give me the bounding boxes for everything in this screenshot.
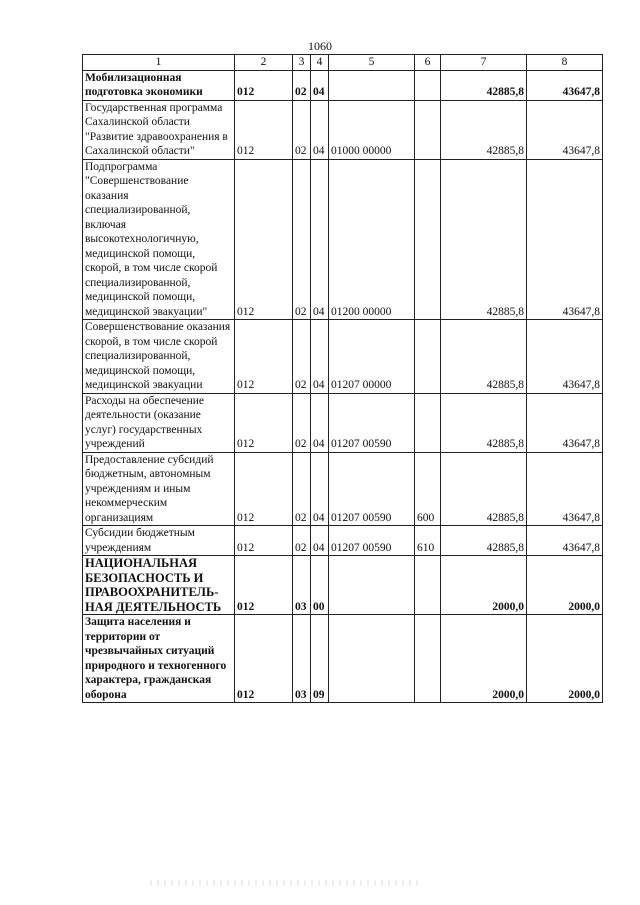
subsection-code-cell: 04 [311, 393, 329, 452]
item-name-cell: Подпрограмма "Совершенствование оказания специализированной, включая высокотехнологичную, медицинской помощи, скорой, в том числе скорой специализированной, медицинской помощи, медицинской эвакуации" [83, 159, 235, 320]
budget-table-body [83, 70, 603, 703]
amount-col-7-cell: 42885,8 [441, 70, 527, 100]
table-row [83, 70, 603, 100]
expense-type-code-cell: 600 [415, 452, 441, 526]
header-row [83, 55, 603, 71]
section-code-cell: 03 [293, 615, 311, 703]
expense-type-code-cell [415, 615, 441, 703]
table-row [83, 556, 603, 615]
section-code-cell: 02 [293, 70, 311, 100]
amount-col-8-cell: 2000,0 [527, 556, 603, 615]
header-cell-6: 6 [415, 55, 441, 71]
table-row [83, 615, 603, 703]
item-name-cell: Мобилизационная подготовка экономики [83, 70, 235, 100]
header-cell-7: 7 [441, 55, 527, 71]
section-code-cell: 02 [293, 320, 311, 394]
target-article-code-cell: 01207 00590 [329, 452, 415, 526]
subsection-code-cell: 04 [311, 526, 329, 556]
expense-type-code-cell [415, 100, 441, 159]
amount-col-7-cell: 42885,8 [441, 100, 527, 159]
target-article-code-cell: 01200 00000 [329, 159, 415, 320]
ministry-code-cell: 012 [235, 100, 293, 159]
expense-type-code-cell [415, 556, 441, 615]
header-cell-4: 4 [311, 55, 329, 71]
amount-col-7-cell: 42885,8 [441, 159, 527, 320]
table-row [83, 100, 603, 159]
amount-col-8-cell: 43647,8 [527, 100, 603, 159]
amount-col-7-cell: 2000,0 [441, 556, 527, 615]
item-name-cell: Субсидии бюджетным учреждениям [83, 526, 235, 556]
item-name-cell: НАЦИОНАЛЬНАЯ БЕЗОПАСНОСТЬ И ПРАВООХРАНИТЕЛЬ-НАЯ ДЕЯТЕЛЬНОСТЬ [83, 556, 235, 615]
target-article-code-cell [329, 556, 415, 615]
header-cell-8: 8 [527, 55, 603, 71]
ministry-code-cell: 012 [235, 615, 293, 703]
target-article-code-cell: 01207 00590 [329, 393, 415, 452]
expense-type-code-cell [415, 70, 441, 100]
section-code-cell: 02 [293, 526, 311, 556]
subsection-code-cell: 04 [311, 70, 329, 100]
amount-col-8-cell: 43647,8 [527, 452, 603, 526]
amount-col-7-cell: 42885,8 [441, 320, 527, 394]
target-article-code-cell [329, 70, 415, 100]
item-name-cell: Предоставление субсидий бюджетным, автономным учреждениям и иным некоммерческим организациям [83, 452, 235, 526]
table-row [83, 159, 603, 320]
subsection-code-cell: 04 [311, 159, 329, 320]
header-cell-1: 1 [83, 55, 235, 71]
amount-col-8-cell: 43647,8 [527, 159, 603, 320]
expense-type-code-cell [415, 320, 441, 394]
amount-col-7-cell: 42885,8 [441, 393, 527, 452]
section-code-cell: 02 [293, 393, 311, 452]
scan-artifact [150, 880, 420, 886]
amount-col-8-cell: 43647,8 [527, 70, 603, 100]
budget-table [82, 54, 603, 703]
section-code-cell: 02 [293, 452, 311, 526]
subsection-code-cell: 04 [311, 452, 329, 526]
expense-type-code-cell [415, 159, 441, 320]
page-number: 1060 [308, 39, 332, 53]
amount-col-8-cell: 43647,8 [527, 526, 603, 556]
amount-col-7-cell: 42885,8 [441, 526, 527, 556]
target-article-code-cell: 01000 00000 [329, 100, 415, 159]
table-row [83, 526, 603, 556]
table-row [83, 393, 603, 452]
ministry-code-cell: 012 [235, 393, 293, 452]
expense-type-code-cell: 610 [415, 526, 441, 556]
section-code-cell: 03 [293, 556, 311, 615]
ministry-code-cell: 012 [235, 556, 293, 615]
table-row [83, 452, 603, 526]
ministry-code-cell: 012 [235, 320, 293, 394]
subsection-code-cell: 04 [311, 100, 329, 159]
subsection-code-cell: 04 [311, 320, 329, 394]
item-name-cell: Совершенствование оказания скорой, в том числе скорой специализированной, медицинской помощи, медицинской эвакуации [83, 320, 235, 394]
expense-type-code-cell [415, 393, 441, 452]
amount-col-8-cell: 2000,0 [527, 615, 603, 703]
header-cell-3: 3 [293, 55, 311, 71]
target-article-code-cell [329, 615, 415, 703]
amount-col-8-cell: 43647,8 [527, 320, 603, 394]
subsection-code-cell: 09 [311, 615, 329, 703]
subsection-code-cell: 00 [311, 556, 329, 615]
amount-col-7-cell: 42885,8 [441, 452, 527, 526]
table-row [83, 320, 603, 394]
item-name-cell: Государственная программа Сахалинской области "Развитие здравоохранения в Сахалинской области" [83, 100, 235, 159]
ministry-code-cell: 012 [235, 526, 293, 556]
ministry-code-cell: 012 [235, 70, 293, 100]
section-code-cell: 02 [293, 100, 311, 159]
header-cell-5: 5 [329, 55, 415, 71]
amount-col-8-cell: 43647,8 [527, 393, 603, 452]
item-name-cell: Расходы на обеспечение деятельности (оказание услуг) государственных учреждений [83, 393, 235, 452]
ministry-code-cell: 012 [235, 452, 293, 526]
section-code-cell: 02 [293, 159, 311, 320]
target-article-code-cell: 01207 00000 [329, 320, 415, 394]
header-cell-2: 2 [235, 55, 293, 71]
item-name-cell: Защита населения и территории от чрезвычайных ситуаций природного и техногенного характера, гражданская оборона [83, 615, 235, 703]
ministry-code-cell: 012 [235, 159, 293, 320]
amount-col-7-cell: 2000,0 [441, 615, 527, 703]
target-article-code-cell: 01207 00590 [329, 526, 415, 556]
